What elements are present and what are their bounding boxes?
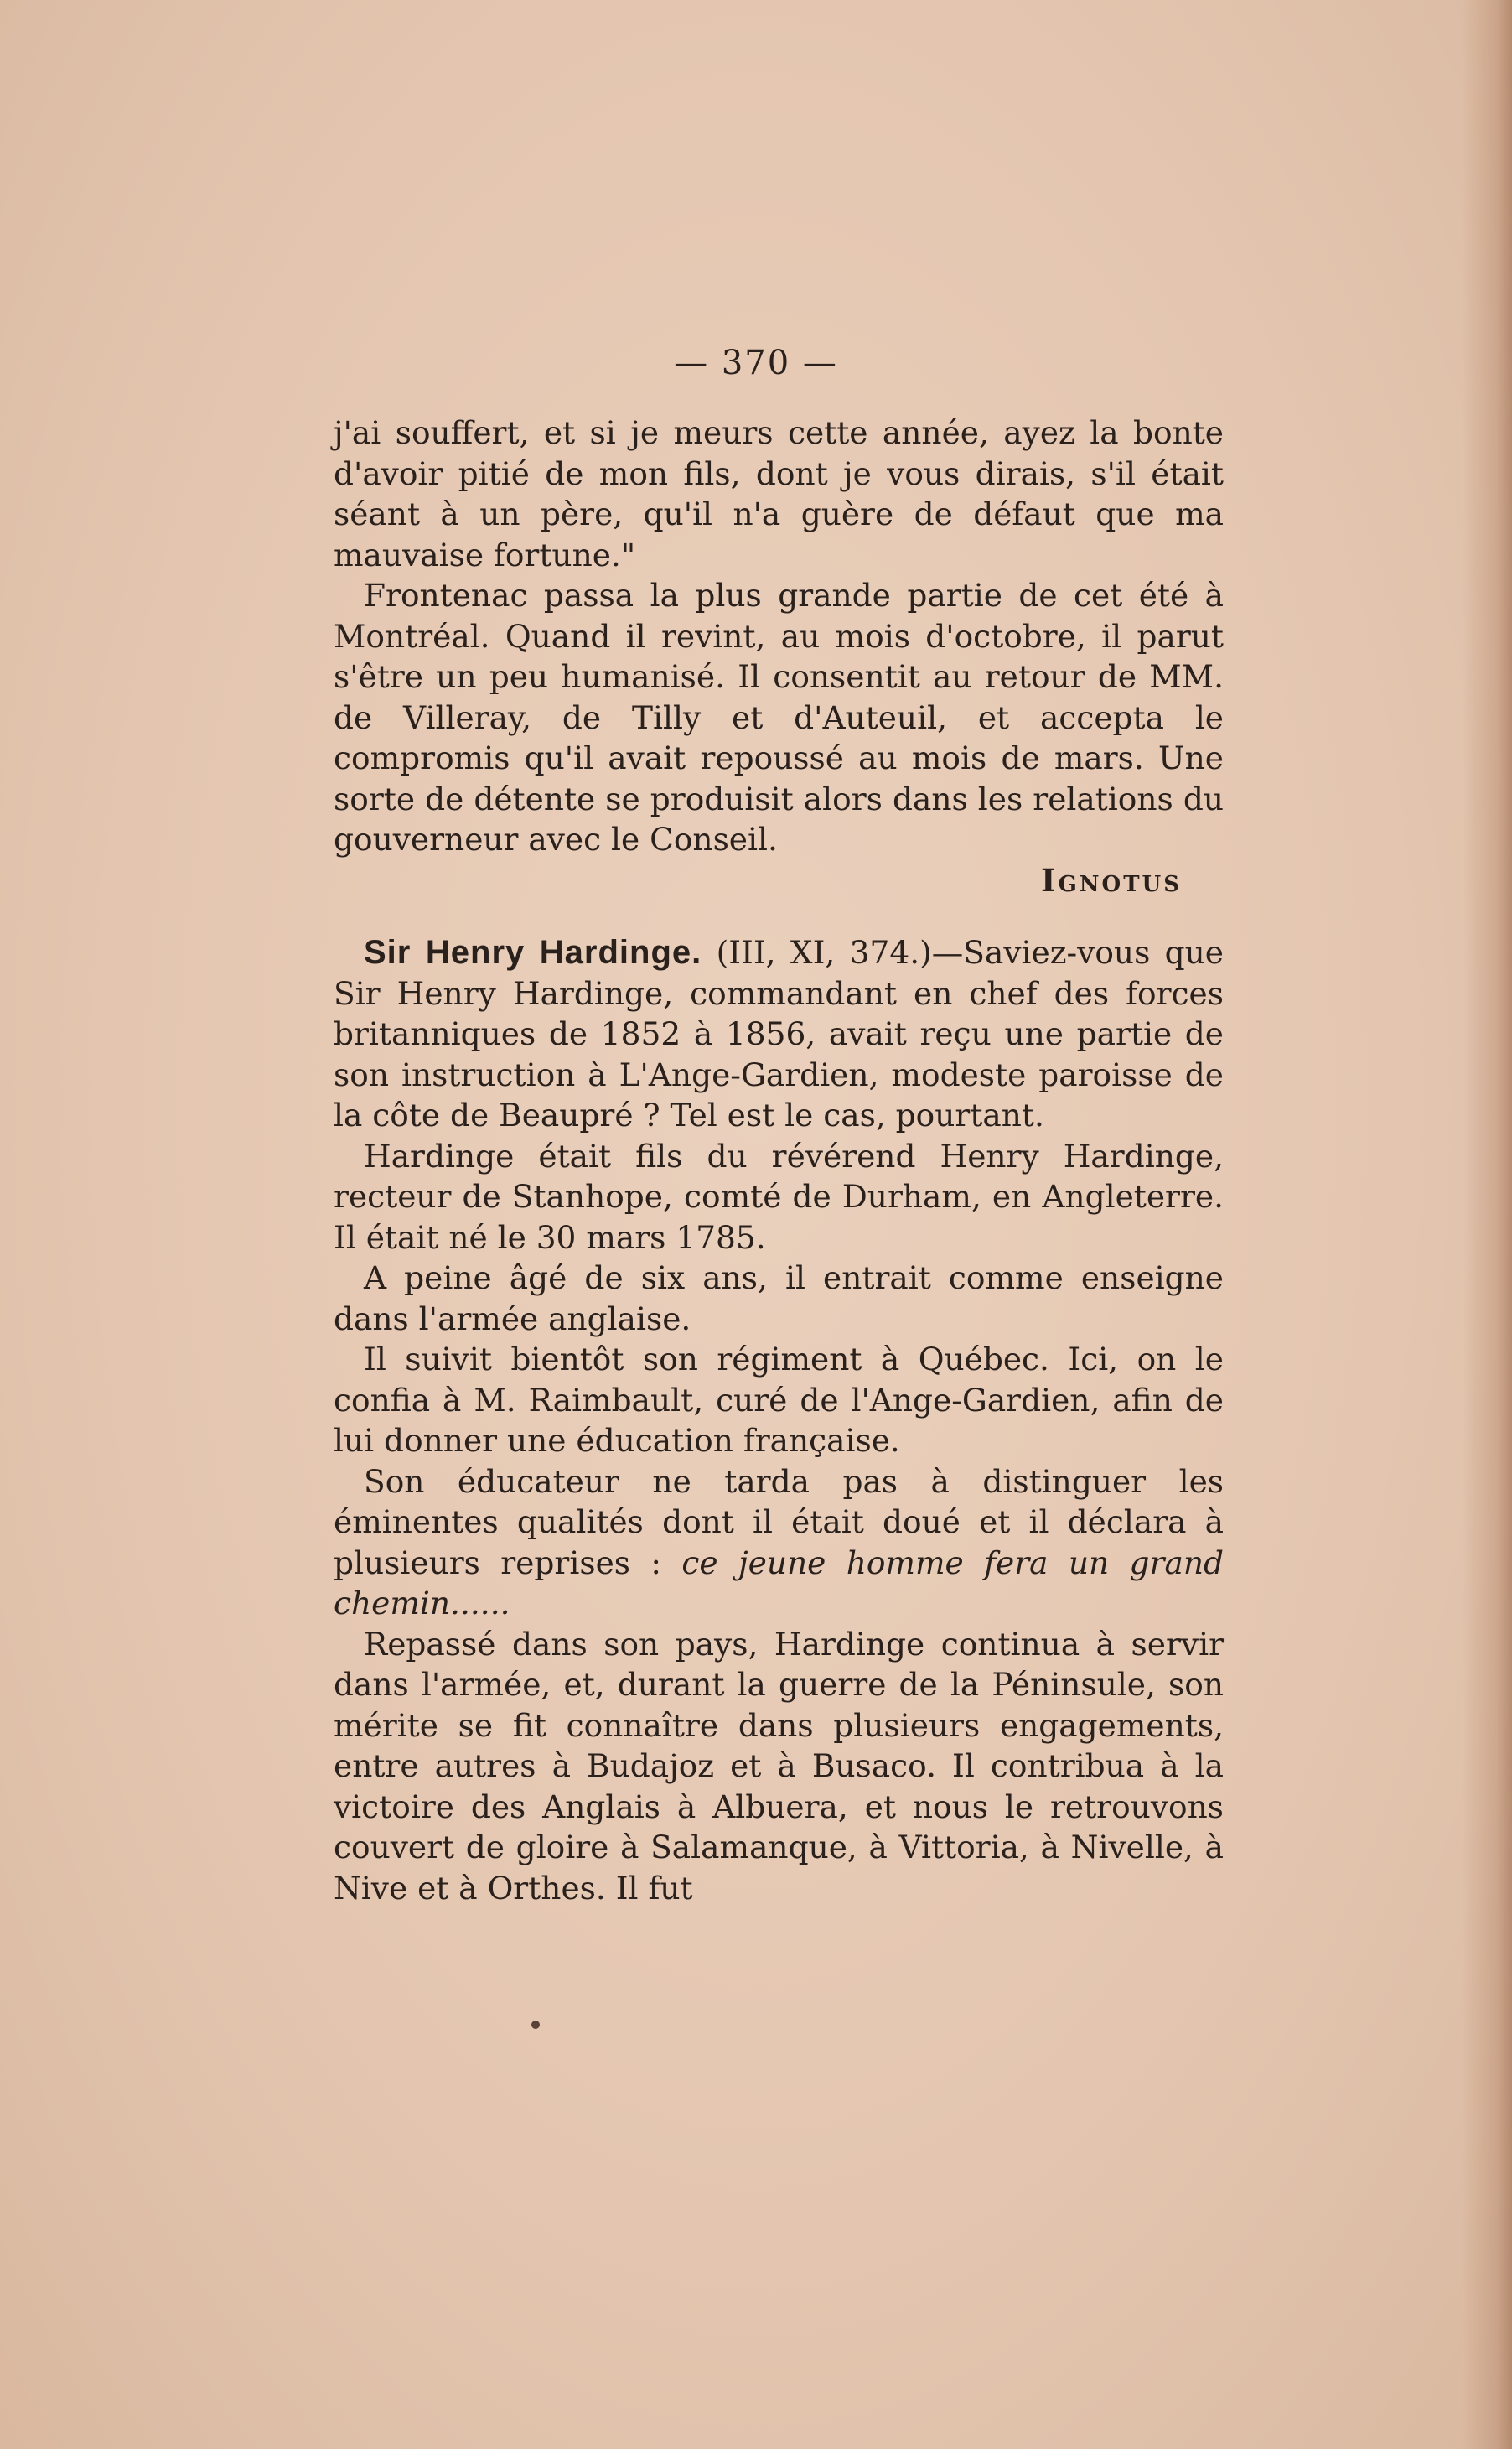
paragraph-birth: Hardinge était fils du révérend Henry Hardinge, recteur de Stanhope, comté de Durham, en Angleterre. Il était né le 30 mars 1785.: [334, 1137, 1224, 1256]
paragraph-hardinge-intro: [334, 932, 1224, 1136]
paragraph-educator: [334, 1461, 1224, 1624]
body-text: [334, 412, 1224, 1908]
article-title: Sir Henry Hardinge.: [364, 934, 702, 971]
paragraph-frontenac: Frontenac passa la plus grande partie de cet été à Montréal. Quand il revint, au mois d'octobre, il parut s'être un peu humanisé. Il consentit au retour de MM. de Villeray, de Tilly et d'Auteuil, et accepta le compromis qu'il avait repoussé au mois de mars. Une sorte de détente se produisit alors dans les relations du gouverneur avec le Conseil.: [334, 577, 1224, 858]
ink-speck: [531, 2021, 540, 2029]
paragraph-career: Repassé dans son pays, Hardinge continua à servir dans l'armée, et, durant la guerre de la Péninsule, son mérite se fit connaître dans plusieurs engagements, entre autres à Budajoz et à Busaco. Il contribua à la victoire des Anglais à Albuera, et nous le retrouvons couvert de gloire à Salamanque, à Vittoria, à Nivelle, à Nive et à Orthes. Il fut: [334, 1625, 1224, 1907]
educator-text: Son éducateur ne tarda pas à distinguer les éminentes qualités dont il était doué et il déclara à plusieurs reprises :: [334, 1462, 1224, 1581]
article-intro-text: (III, XI, 374.)—Saviez-vous que Sir Henry Hardinge, commandant en chef des forces britanniques de 1852 à 1856, avait reçu une partie de son instruction à L'Ange-Gardien, modeste paroisse de la côte de Beaupré ? Tel est le cas, pourtant.: [334, 934, 1224, 1134]
author-signature: Ignotus: [1041, 861, 1182, 899]
paragraph-quebec: Il suivit bientôt son régiment à Québec. Ici, on le confia à M. Raimbault, curé de l'Ange-Gardien, afin de lui donner une éducation française.: [334, 1341, 1224, 1459]
page-number: — 370 —: [674, 344, 838, 382]
educator-quote: ce jeune homme fera un grand chemin......: [334, 1544, 1224, 1621]
paragraph-army: A peine âgé de six ans, il entrait comme enseigne dans l'armée anglaise.: [334, 1259, 1224, 1337]
section-gap: [334, 900, 1224, 932]
paragraph-letter-end: j'ai souffert, et si je meurs cette année, ayez la bonte d'avoir pitié de mon fils, dont je vous dirais, s'il était séant à un père, qu'il n'a guère de défaut que ma mauvaise fortune.": [334, 414, 1224, 573]
